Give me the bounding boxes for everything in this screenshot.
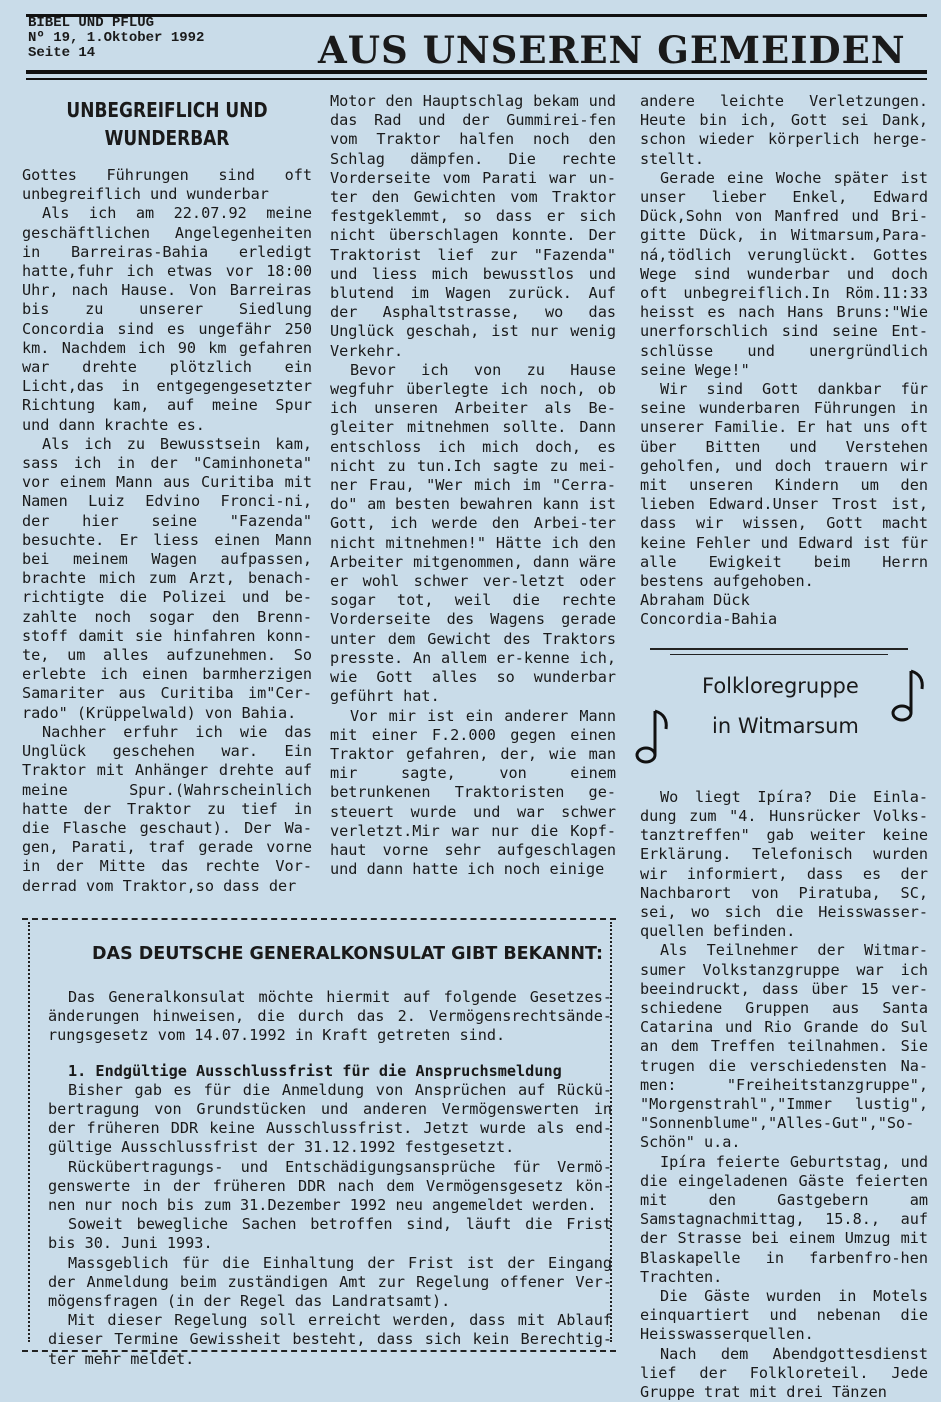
article1-paragraph: Vor mir ist ein anderer Mann mit einer F.2.000 gegen einen Traktor gefahren, der, wie man mir sagte, von einem betrunkenen Traktoristen ge-steuert wurde und war schwer verletzt.Mir war nur die Kopf-haut vorne sehr aufgeschlagen und dann hatte ich noch einige bbox=[330, 706, 616, 879]
notice-subheading: 1. Endgültige Ausschlussfrist für die Anspruchsmeldung bbox=[68, 1061, 562, 1080]
article2-title-line1: Folkloregruppe bbox=[702, 673, 859, 698]
article1-signature-place: Concordia-Bahia bbox=[640, 610, 778, 629]
article2-paragraph: Nach dem Abendgottesdienst lief der Folkloreteil. Jede Gruppe trat mit drei Tänzen bbox=[640, 1344, 928, 1401]
notice-paragraph: Bisher gab es für die Anmeldung von Ansprüchen auf Rückü-bertragung von Grundstücken und anderen Vermögenswerten in der früheren DDR keine Ausschlussfrist. Jetzt wurde als end-gültige Ausschlussfrist der 31.12.1992 festgesetzt. bbox=[48, 1080, 612, 1157]
music-note-icon bbox=[634, 705, 674, 767]
page-number: Seite 14 bbox=[28, 45, 96, 61]
article2-paragraph: Als Teilnehmer der Witmar-sumer Volkstanzgruppe war ich beeindruckt, dass über 15 ver-schiedene Gruppen aus Santa Catarina und Rio Grande do Sul an dem Treffen teilnahmen. Sie trugen die verschiedensten Na-men: "Freiheitstanzgruppe", "Morgenstrahl","Immer lustig", "Sonnenblume","Alles-Gut","So-Schön" u.a. bbox=[640, 941, 928, 1152]
article1-column-1 bbox=[22, 92, 312, 896]
notice-intro: Das Generalkonsulat möchte hiermit auf folgende Gesetzes-änderungen hinweisen, die durch das 2. Vermögensrechtsände-rungsgesetz vom 14.07.1992 in Kraft getreten sind. bbox=[48, 988, 612, 1045]
publication-name: BIBEL UND PFLUG bbox=[28, 15, 155, 31]
notice-paragraph: Mit dieser Regelung soll erreicht werden, dass mit Ablauf dieser Termine Gewissheit besteht, dass sich kein Berechtig-ter mehr meldet. bbox=[48, 1311, 612, 1368]
article1-lead: Gottes Führungen sind oft unbegreiflich und wunderbar bbox=[22, 166, 312, 204]
article1-paragraph: Gerade eine Woche später ist unser lieber Enkel, Edward Dück,Sohn von Manfred und Bri-gitte Dück, in Witmarsum,Para-ná,tödlich verunglückt. Gottes Wege sind wunderbar und doch oft unbegreiflich.In Röm.11:33 heisst es nach Hans Bruns:"Wie unerforschlich sind seine Ent-schlüsse und unergründlich seine Wege!" bbox=[640, 168, 928, 379]
article1-paragraph: Als ich am 22.07.92 meine geschäftlichen Angelegenheiten in Barreiras-Bahia erledigt hatte,fuhr ich etwas vor 18:00 Uhr, nach Hause. Von Barreiras bis zu unserer Siedlung Concordia sind es ungefähr 250 km. Nachdem ich 90 km gefahren war drehte plötzlich ein Licht,das in entgegengesetzter Richtung kam, auf meine Spur und dann krachte es. bbox=[22, 204, 312, 434]
article1-column-2 bbox=[330, 92, 616, 879]
article2-paragraph: Ipíra feierte Geburtstag, und die eingeladenen Gäste feierten mit den Gastgebern am Samstagnachmittag, 15.8., auf der Strasse bei einem Umzug mit Blaskapelle in farbenfro-hen Trachten. bbox=[640, 1152, 928, 1286]
header-rule-thin bbox=[26, 78, 927, 80]
article2-title-line2: in Witmarsum bbox=[712, 713, 859, 738]
article-column-3 bbox=[640, 92, 928, 1402]
notice-paragraph: Soweit bewegliche Sachen betroffen sind, läuft die Frist bis 30. Juni 1993. bbox=[48, 1215, 612, 1253]
article1-title-line2: WUNDERBAR bbox=[104, 126, 230, 150]
music-note-icon bbox=[890, 665, 930, 725]
notice-title: DAS DEUTSCHE GENERALKONSULAT GIBT BEKANNT: bbox=[92, 944, 604, 964]
issue-meta bbox=[28, 16, 204, 61]
consulate-notice-box bbox=[22, 902, 616, 1382]
article1-paragraph: Als ich zu Bewusstsein kam, sass ich in der "Caminhoneta" vor einem Mann aus Curitiba mit Namen Luiz Edvino Fronci-ni, der hier seine "Fazenda" besuchte. Er liess einen Mann bei meinem Wagen aufpassen, brachte mich zum Arzt, benach-richtigte die Polizei und be-zahlte noch sogar den Brenn-stoff damit sie hinfahren konn-te, um alles aufzunehmen. So erlebte ich einen barmherzigen Samariter aus Curitiba im"Cer-rado" (Krüppelwald) von Bahia. bbox=[22, 434, 312, 722]
article2-paragraph: Wo liegt Ipíra? Die Einla-dung zum "4. Hunsrücker Volks-tanztreffen" gab weiter keine Erklärung. Telefonisch wurden wir informiert, dass es der Nachbarort von Piratuba, SC, sei, wo sich die Heisswasser-quellen befinden. bbox=[640, 787, 928, 941]
article2-title-block bbox=[640, 655, 928, 750]
article1-paragraph: Nachher erfuhr ich wie das Unglück geschehen war. Ein Traktor mit Anhänger drehte auf meine Spur.(Wahrscheinlich hatte der Traktor zu tief in die Flasche geschaut). Der Wa-gen, Parati, traf gerade vorne in der Mitte das rechte Vor-derrad vom Traktor,so dass der bbox=[22, 722, 312, 895]
header-rule bbox=[26, 70, 927, 74]
section-title: AUS UNSEREN GEMEIDEN bbox=[318, 28, 906, 72]
article1-paragraph: andere leichte Verletzungen. Heute bin ich, Gott sei Dank, schon wieder körperlich herge-stellt. bbox=[640, 92, 928, 168]
notice-paragraph: Rückübertragungs- und Entschädigungsansprüche für Vermö-genswerte in der früheren DDR nach dem Vermögensgesetz kön-nen nur noch bis zum 31.Dezember 1992 neu angemeldet werden. bbox=[48, 1157, 612, 1215]
divider-rule bbox=[650, 648, 908, 650]
article1-paragraph: Wir sind Gott dankbar für seine wunderbaren Führungen in unserer Familie. Er hat uns oft über Bitten und Verstehen geholfen, und doch trauern wir mit unseren Kindern um den lieben Edward.Unser Trost ist, dass wir wissen, Gott macht keine Fehler und Edward ist für alle Ewigkeit beim Herrn bestens aufgehoben. bbox=[640, 380, 928, 591]
article1-paragraph: Bevor ich von zu Hause wegfuhr überlegte ich noch, ob ich unseren Arbeiter als Be-gleiter mitnehmen sollte. Dann entschloss ich mich doch, es nicht zu tun.Ich sagte zu mei-ner Frau, "Wer mich im "Cerra-do" am besten bewahren kann ist Gott, ich werde den Arbei-ter nicht mitnehmen!" Hätte ich den Arbeiter mitgenommen, dann wäre er wohl schwer ver-letzt oder sogar tot, weil die rechte Vorderseite des Wagens gerade unter dem Gewicht des Traktors presste. An allem er-kenne ich, wie Gott alles so wunderbar geführt hat. bbox=[330, 360, 616, 706]
box-border-top bbox=[22, 918, 616, 920]
article2-paragraph: Die Gäste wurden in Motels einquartiert und nebenan die Heisswasserquellen. bbox=[640, 1286, 928, 1344]
article1-title bbox=[44, 96, 291, 152]
box-border-left bbox=[28, 922, 30, 1342]
article1-title-line1: UNBEGREIFLICH UND bbox=[66, 98, 268, 122]
issue-number: Nº 19, 1.Oktober 1992 bbox=[28, 30, 205, 46]
notice-paragraph: Massgeblich für die Einhaltung der Frist ist der Eingang der Anmeldung beim zuständigen Amt zur Regelung offener Ver-mögensfragen (in der Regel das Landratsamt). bbox=[48, 1253, 612, 1311]
article1-paragraph: Motor den Hauptschlag bekam und das Rad und der Gummirei-fen vom Traktor halfen noch den Schlag dämpfen. Die rechte Vorderseite vom Parati war un-ter den Gewichten vom Traktor festgeklemmt, so dass er sich nicht überschlagen konnte. Der Traktorist lief zur "Fazenda" und liess mich bewusstlos und blutend im Wagen zurück. Auf der Asphaltstrasse, wo das Unglück geschah, ist nur wenig Verkehr. bbox=[330, 92, 616, 360]
article1-signature-name: Abraham Dück bbox=[640, 591, 750, 610]
notice-body bbox=[48, 988, 612, 1369]
